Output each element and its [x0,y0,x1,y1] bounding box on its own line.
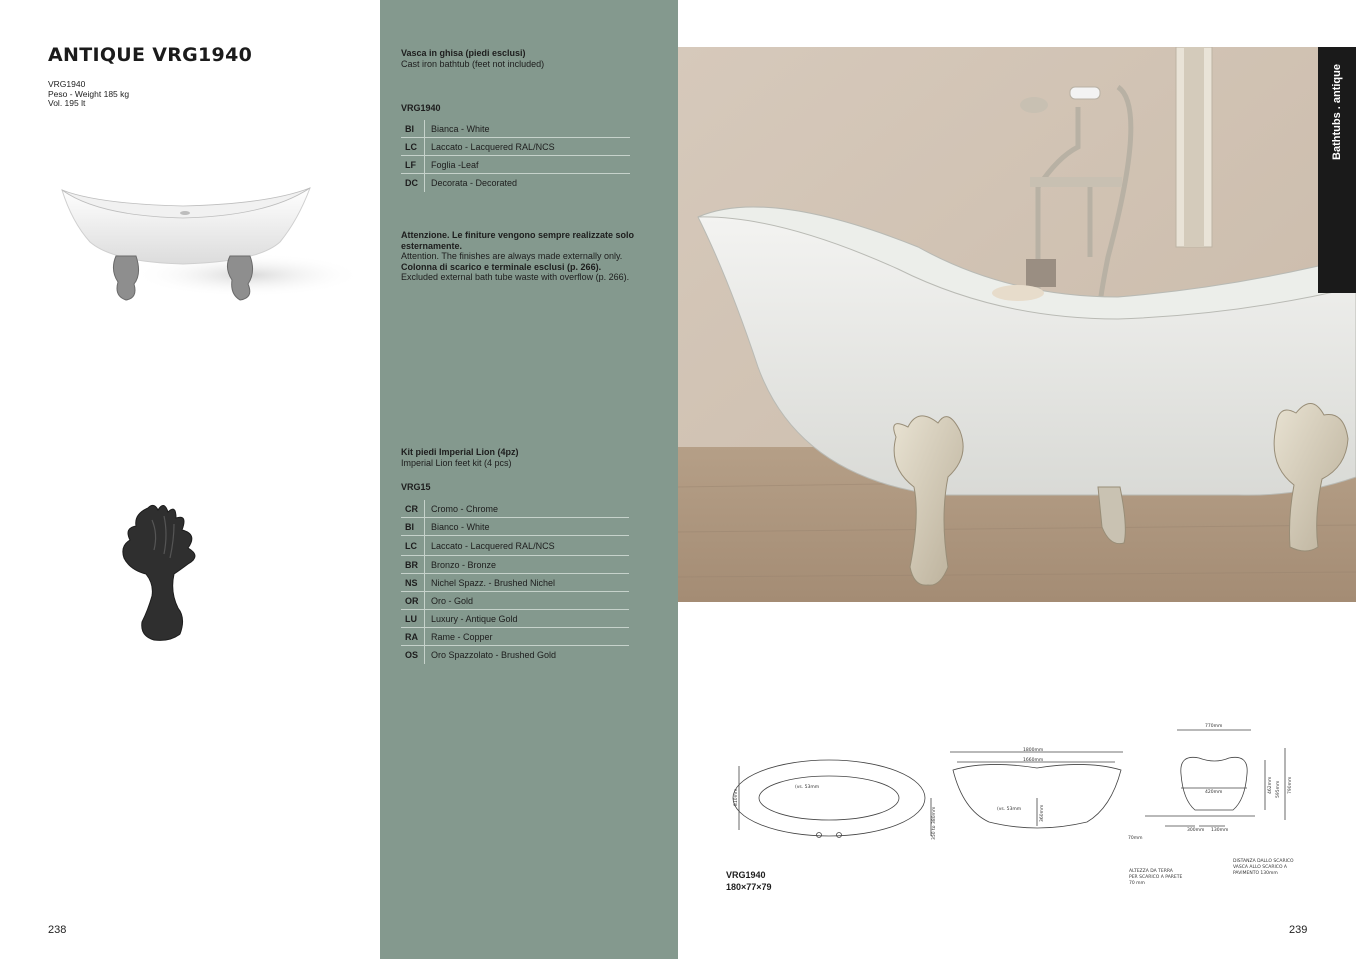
table-row [401,556,629,574]
dim-length-outer: 1800mm [1023,748,1044,753]
finish-label: Cromo - Chrome [431,503,499,514]
finish-code: NS [401,574,425,591]
caption-code: VRG1940 [726,870,766,880]
table-row [401,574,629,592]
feet-heading-en: Imperial Lion feet kit (4 pcs) [401,457,512,468]
finish-label: Bianca - White [431,123,490,134]
bathtub-product-image [58,180,358,305]
finish-label: Oro - Gold [431,595,474,606]
section-tab-label: Bathtubs . antique [1331,64,1343,160]
table-row [401,120,630,138]
finish-code: BI [401,120,425,137]
finish-code: OR [401,592,425,609]
finish-notes [401,230,641,283]
page-number-right: 239 [1289,924,1308,936]
table-row [401,610,629,628]
dim-drain-height: 360mm [1040,804,1045,822]
product-specs [48,80,129,109]
dim-width-inner: 420mm [1205,790,1223,795]
dim-offset-b: 130mm [1211,828,1229,833]
dim-range: 350 to 380mm [932,806,937,840]
finish-label: Rame - Copper [431,631,493,642]
note-left-line1: ALTEZZA DA TERRA [1129,869,1173,874]
table-row [401,536,629,556]
table-row [401,592,629,610]
bath-code: VRG1940 [401,103,441,113]
note-attention-it: Attenzione. Le finiture vengono sempre realizzate solo esternamente. [401,230,635,251]
feet-finish-table [401,500,629,664]
table-row [401,138,630,156]
bath-heading-en: Cast iron bathtub (feet not included) [401,58,545,69]
note-waste-en: Excluded external bath tube waste with overflow (p. 266). [401,272,630,282]
finish-code: OS [401,646,425,664]
spec-volume: Vol. 195 lt [48,98,86,108]
note-left-line3: 70 mm [1129,881,1145,886]
note-right-line3: PAVIMENTO 130mm [1233,871,1278,876]
dim-height-total: 790mm [1288,776,1293,794]
finish-code: LU [401,610,425,627]
bath-heading-it: Vasca in ghisa (piedi esclusi) [401,48,526,58]
product-title: ANTIQUE VRG1940 [48,44,253,66]
dim-height-b: 595mm [1276,780,1281,798]
finish-label: Oro Spazzolato - Brushed Gold [431,650,557,660]
lion-foot-image [118,500,208,645]
finish-code: CR [401,500,425,517]
feet-heading-it: Kit piedi Imperial Lion (4pz) [401,447,519,457]
finish-label: Decorata - Decorated [431,178,518,188]
drawing-caption [726,869,772,893]
note-attention-en: Attention. The finishes are always made externally only. [401,251,623,261]
table-row [401,518,629,536]
spec-code: VRG1940 [48,79,86,89]
note-left-line2: PER SCARICO A PARETE [1129,875,1183,880]
note-right-line2: VASCA ALLO SCARICO A [1233,865,1288,870]
finish-label: Laccato - Lacquered RAL/NCS [431,540,555,551]
finish-code: LC [401,138,425,155]
finish-label: Bianco - White [431,521,490,532]
left-page [0,0,380,959]
bath-finish-table [401,120,630,192]
table-row [401,628,629,646]
table-row [401,174,630,192]
bathroom-photo [678,47,1356,602]
dim-length-inner: 1660mm [1023,758,1044,763]
feet-code: VRG15 [401,482,431,492]
dim-width-top: 770mm [1205,724,1223,729]
caption-size: 180×77×79 [726,882,772,892]
bath-heading [401,48,641,69]
finish-label: Laccato - Lacquered RAL/NCS [431,141,555,152]
finish-label: Foglia -Leaf [431,159,479,170]
finish-label: Nichel Spazz. - Brushed Nichel [431,577,556,588]
dim-drain-side: (vs. 53mm [997,807,1022,812]
finish-code: BR [401,556,425,573]
technical-drawing [725,718,1315,890]
dim-plan-width: 810mm [734,788,739,806]
note-waste-it: Colonna di scarico e terminale esclusi (p. 266). [401,261,602,272]
finish-code: BI [401,518,425,535]
table-row [401,500,629,518]
spec-weight: Peso - Weight 185 kg [48,88,130,99]
finish-code: RA [401,628,425,645]
dim-height-a: 462mm [1268,776,1273,794]
finish-code: LF [401,156,425,173]
page-number-left: 238 [48,924,67,936]
finishes-panel [380,0,678,959]
table-row [401,156,630,174]
finish-label: Luxury - Antique Gold [431,613,518,624]
feet-heading [401,447,641,468]
finish-code: DC [401,174,425,192]
finish-code: LC [401,536,425,555]
dim-offset-a: 300mm [1187,828,1205,833]
table-row [401,646,629,664]
dim-drain-plan: (vs. 53mm [795,785,820,790]
dim-floor-gap: 70mm [1128,836,1143,841]
note-right-line1: DISTANZA DALLO SCARICO [1233,859,1294,864]
finish-label: Bronzo - Bronze [431,559,497,570]
